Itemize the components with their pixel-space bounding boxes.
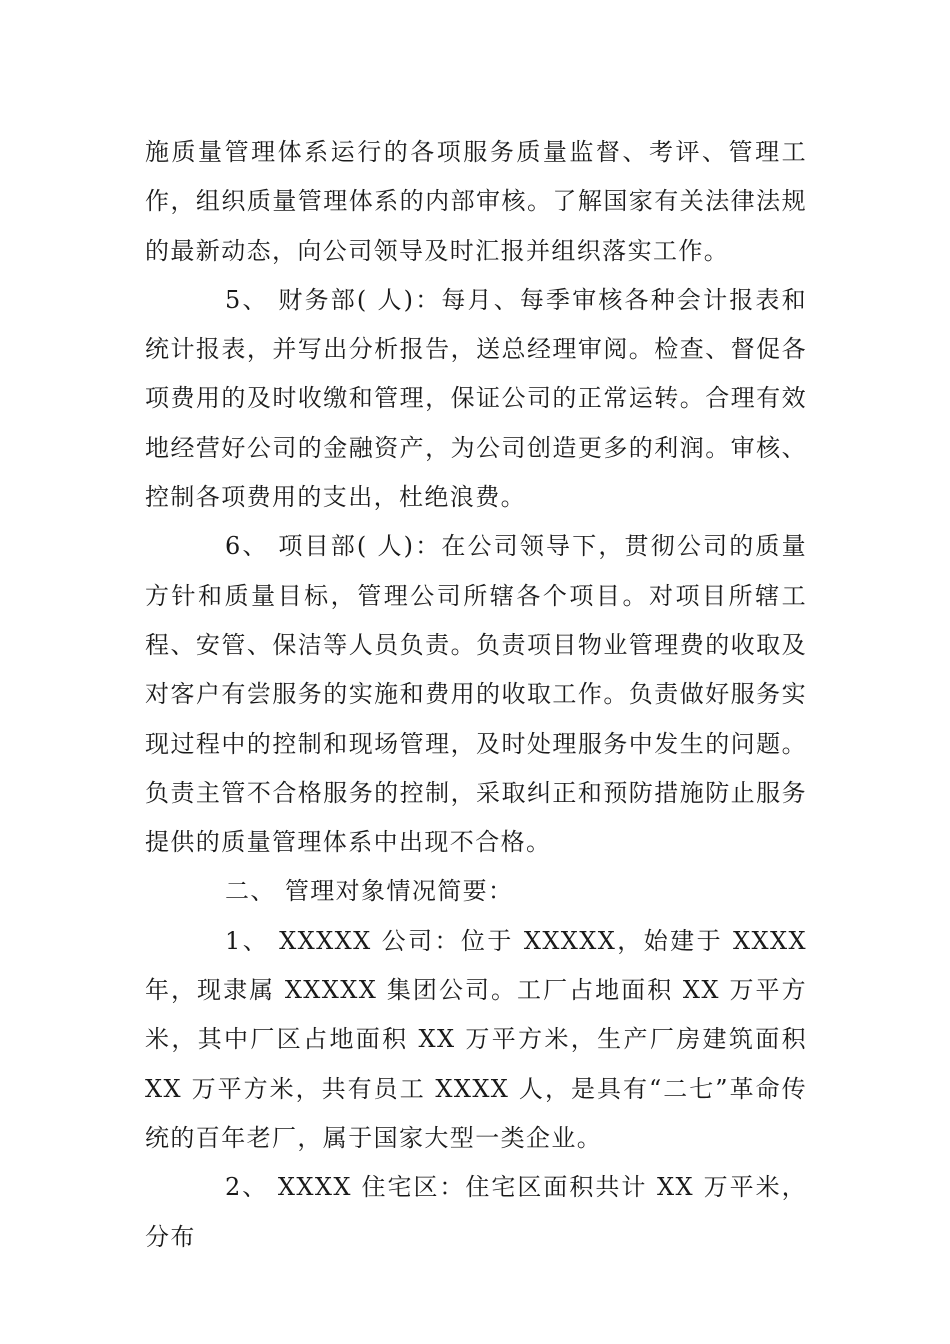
document-body [145, 128, 807, 1262]
paragraph-project-department: 6、 项目部( 人)：在公司领导下，贯彻公司的质量方针和质量目标，管理公司所辖各个项目。对项目所辖工程、安管、保洁等人员负责。负责项目物业管理费的收取及对客户有尝服务的实施和费用的收取工作。负责做好服务实现过程中的控制和现场管理，及时处理服务中发生的问题。负责主管不合格服务的控制，采取纠正和预防措施防止服务提供的质量管理体系中出现不合格。 [145, 532, 807, 857]
paragraph-residential-area: 2、 XXXX 住宅区：住宅区面积共计 XX 万平米，分布 [145, 1173, 807, 1251]
paragraph-quality-management-continued: 施质量管理体系运行的各项服务质量监督、考评、管理工作，组织质量管理体系的内部审核。了解国家有关法律法规的最新动态，向公司领导及时汇报并组织落实工作。 [145, 138, 807, 265]
paragraph-finance-department: 5、 财务部( 人)：每月、每季审核各种会计报表和统计报表，并写出分析报告，送总经理审阅。检查、督促各项费用的及时收缴和管理，保证公司的正常运转。合理有效地经营好公司的金融资产，为公司创造更多的利润。审核、控制各项费用的支出，杜绝浪费。 [145, 285, 807, 512]
section-heading-management-objects: 二、 管理对象情况简要： [225, 877, 514, 906]
paragraph-company-overview: 1、 XXXXX 公司：位于 XXXXX，始建于 XXXX 年，现隶属 XXXXX 集团公司。工厂占地面积 XX 万平方米，其中厂区占地面积 XX 万平方米，生产厂房建筑面积 XX 万平方米，共有员工 XXXX 人，是具有“二七”革命传统的百年老厂，属于国家大型一类企业。 [145, 926, 807, 1152]
